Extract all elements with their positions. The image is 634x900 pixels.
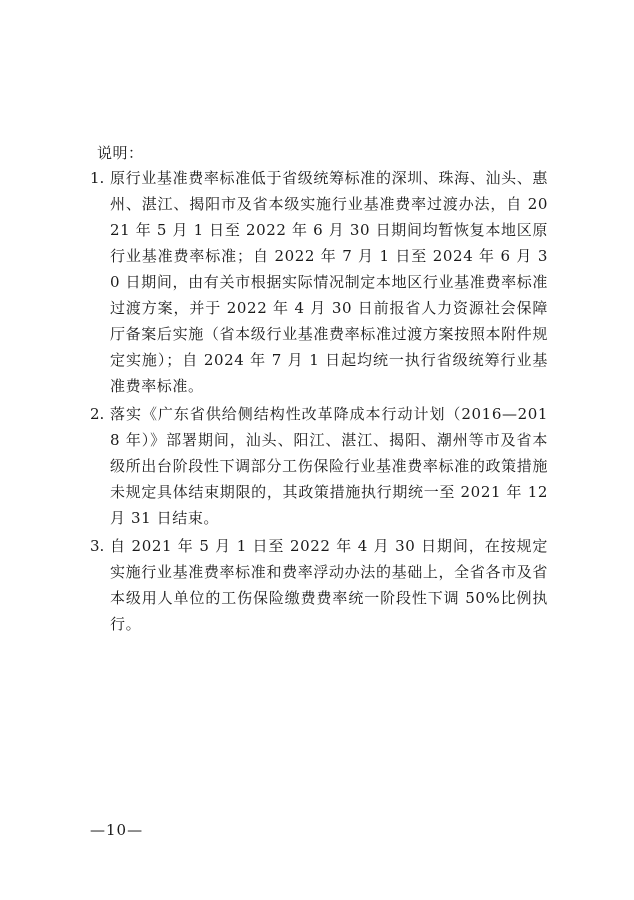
note-item-3	[90, 533, 548, 637]
notes-list	[90, 165, 548, 639]
note-text: 自 2021 年 5 月 1 日至 2022 年 4 月 30 日期间，在按规定实施行业基准费率标准和费率浮动办法的基础上，全省各市及省本级用人单位的工伤保险缴费费率统一阶段性下调 50%比例执行。	[110, 537, 548, 633]
note-text: 落实《广东省供给侧结构性改革降成本行动计划（2016—2018 年）》部署期间，汕头、阳江、湛江、揭阳、潮州等市及省本级所出台阶段性下调部分工伤保险行业基准费率标准的政策措施未规定具体结束期限的，其政策措施执行期统一至 2021 年 12 月 31 日结束。	[110, 405, 548, 527]
note-number: 2.	[90, 405, 105, 423]
note-number: 1.	[90, 169, 105, 187]
note-item-2	[90, 401, 548, 531]
notes-heading: 说明：	[97, 144, 144, 162]
note-number: 3.	[90, 537, 105, 555]
page-number: —10—	[90, 821, 144, 839]
note-text: 原行业基准费率标准低于省级统筹标准的深圳、珠海、汕头、惠州、湛江、揭阳市及省本级实施行业基准费率过渡办法，自 2021 年 5 月 1 日至 2022 年 6 月 30 日期间均暂恢复本地区原行业基准费率标准；自 2022 年 7 月 1 日至 2024 年 6 月 30 日期间，由有关市根据实际情况制定本地区行业基准费率标准过渡方案，并于 2022 年 4 月 30 日前报省人力资源社会保障厅备案后实施（省本级行业基准费率标准过渡方案按照本附件规定实施）；自 2024 年 7 月 1 日起均统一执行省级统筹行业基准费率标准。	[110, 169, 548, 395]
note-item-1	[90, 165, 548, 399]
